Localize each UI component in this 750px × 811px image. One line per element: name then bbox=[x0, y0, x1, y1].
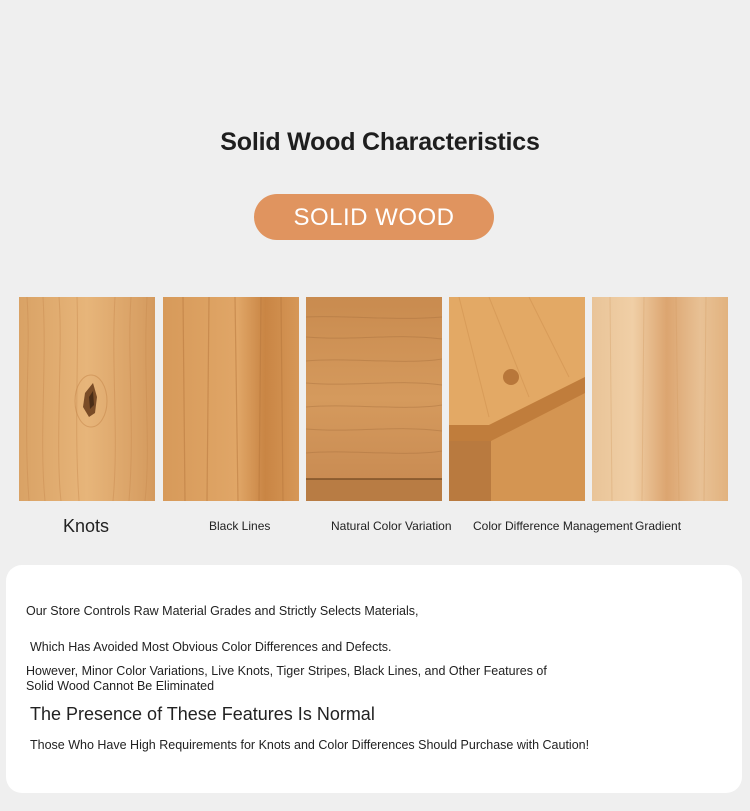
caption-natural-color-variation: Natural Color Variation bbox=[331, 519, 452, 533]
notice-heading: The Presence of These Features Is Normal bbox=[30, 704, 375, 724]
page-title: Solid Wood Characteristics bbox=[220, 128, 540, 156]
wood-gradient-swatch bbox=[592, 297, 728, 501]
wood-corner-swatch bbox=[449, 297, 585, 501]
notice-line-2: Which Has Avoided Most Obvious Color Differences and Defects. bbox=[30, 640, 392, 654]
caption-gradient: Gradient bbox=[635, 519, 682, 533]
notice-line-3b: Solid Wood Cannot Be Eliminated bbox=[26, 679, 215, 693]
notice-line-4: Those Who Have High Requirements for Knots and Color Differences Should Purchase with Caution! bbox=[30, 738, 590, 752]
wood-panel-swatch bbox=[306, 297, 442, 501]
wood-grain-swatch bbox=[163, 297, 299, 501]
notice-line-3a: However, Minor Color Variations, Live Knots, Tiger Stripes, Black Lines, and Other Features of bbox=[26, 664, 547, 678]
solid-wood-badge: SOLID WOOD bbox=[254, 194, 494, 240]
caption-black-lines: Black Lines bbox=[209, 519, 271, 533]
wood-knot-swatch bbox=[19, 297, 155, 501]
caption-color-difference-management: Color Difference Management bbox=[473, 519, 633, 533]
caption-knots: Knots bbox=[63, 516, 110, 536]
notice-line-1: Our Store Controls Raw Material Grades and Strictly Selects Materials, bbox=[26, 604, 419, 618]
